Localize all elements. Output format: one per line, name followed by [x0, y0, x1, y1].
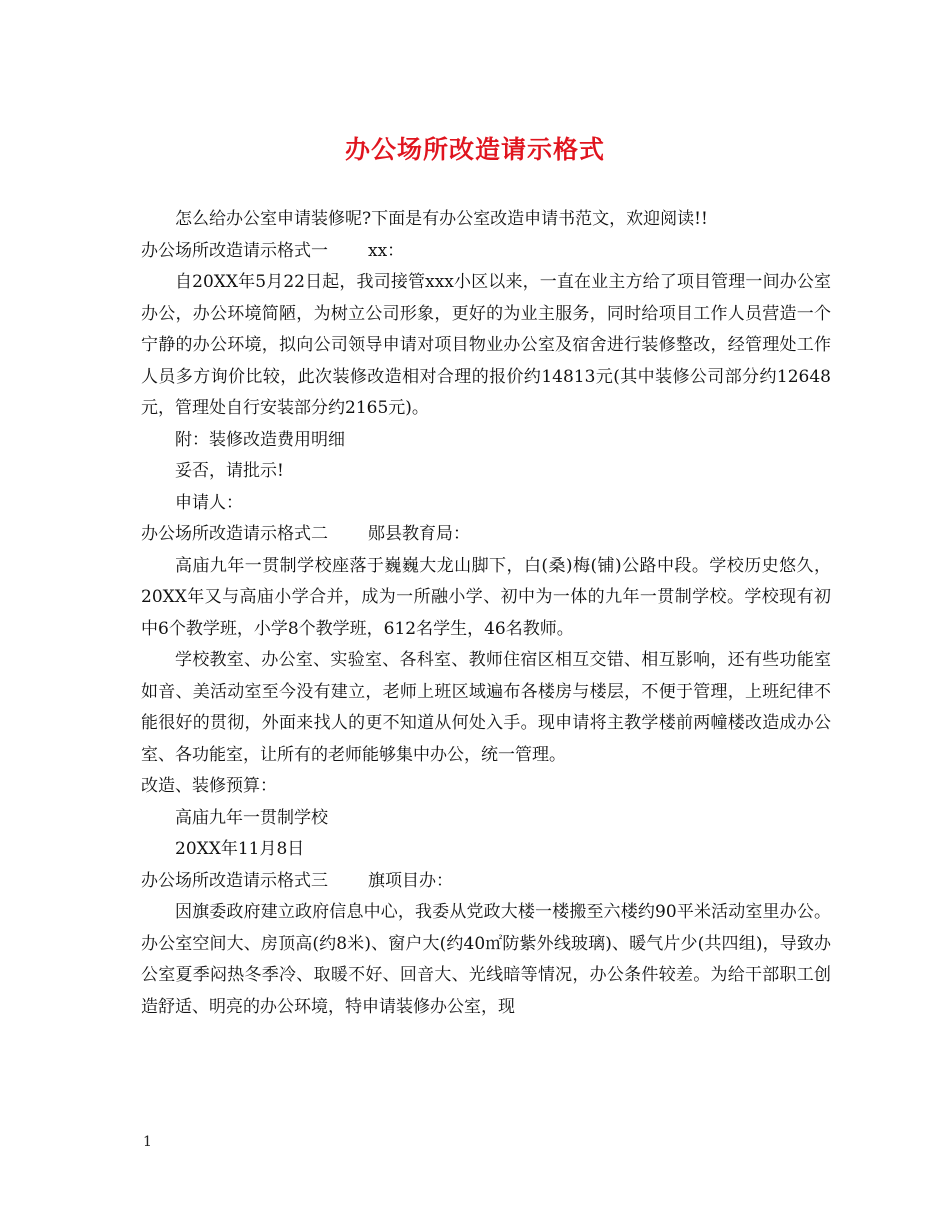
section2-heading-line — [141, 519, 831, 551]
section2-budget: 改造、装修预算： — [141, 776, 277, 796]
section2-paragraph-2: 学校教室、办公室、实验室、各科室、教师住宿区相互交错、相互影响，还有些功能室如音、美活动室至今没有建立，老师上班区域遍布各楼房与楼层，不便于管理，上班纪律不能很好的贯彻，外面来找人的更不知道从何处入手。现申请将主教学楼前两幢楼改造成办公室、各功能室，让所有的老师能够集中办公，统一管理。 — [141, 650, 831, 765]
section1-addressee: xx： — [368, 240, 405, 261]
section2-paragraph-1: 高庙九年一贯制学校座落于巍巍大龙山脚下，白(桑)梅(铺)公路中段。学校历史悠久，20XX年又与高庙小学合并，成为一所融小学、初中为一体的九年一贯制学校。学校现有初中6个教学班，小学8个教学班，612名学生，46名教师。 — [141, 555, 831, 639]
document-body — [141, 204, 831, 1023]
section3-heading-line — [141, 866, 831, 898]
section1-heading: 办公场所改造请示格式一 — [141, 240, 328, 261]
section1-closing: 妥否，请批示! — [175, 461, 284, 481]
section3-paragraph: 因旗委政府建立政府信息中心，我委从党政大楼一楼搬至六楼约90平米活动室里办公。办公室空间大、房顶高(约8米)、窗户大(约40㎡防紫外线玻璃)、暖气片少(共四组)，导致办公室夏季闷热冬季冷、取暖不好、回音大、光线暗等情况，办公条件较差。为给干部职工创造舒适、明亮的办公环境，特申请装修办公室，现 — [141, 902, 831, 1017]
section2-heading: 办公场所改造请示格式二 — [141, 524, 328, 544]
section3-addressee: 旗项目办： — [368, 870, 453, 891]
section1-paragraph: 自20XX年5月22日起，我司接管xxx小区以来，一直在业主方给了项目管理一间办公室办公，办公环境简陋，为树立公司形象，更好的为业主服务，同时给项目工作人员营造一个宁静的办公环境，拟向公司领导申请对项目物业办公室及宿舍进行装修整改，经管理处工作人员多方询价比较，此次装修改造相对合理的报价约14813元(其中装修公司部分约12648元，管理处自行安装部分约2165元)。 — [141, 272, 831, 418]
intro-paragraph: 怎么给办公室申请装修呢?下面是有办公室改造申请书范文，欢迎阅读!! — [175, 209, 708, 229]
document-title: 办公场所改造请示格式 — [344, 135, 605, 164]
section1-applicant: 申请人： — [175, 492, 243, 513]
section1-heading-line — [141, 236, 831, 268]
section2-addressee: 郧县教育局： — [368, 524, 470, 544]
section2-date: 20XX年11月8日 — [175, 839, 305, 859]
section2-signature: 高庙九年一贯制学校 — [175, 807, 328, 828]
page-number: 1 — [143, 1134, 152, 1150]
section3-heading: 办公场所改造请示格式三 — [141, 870, 328, 891]
section1-attachment: 附：装修改造费用明细 — [175, 429, 345, 450]
